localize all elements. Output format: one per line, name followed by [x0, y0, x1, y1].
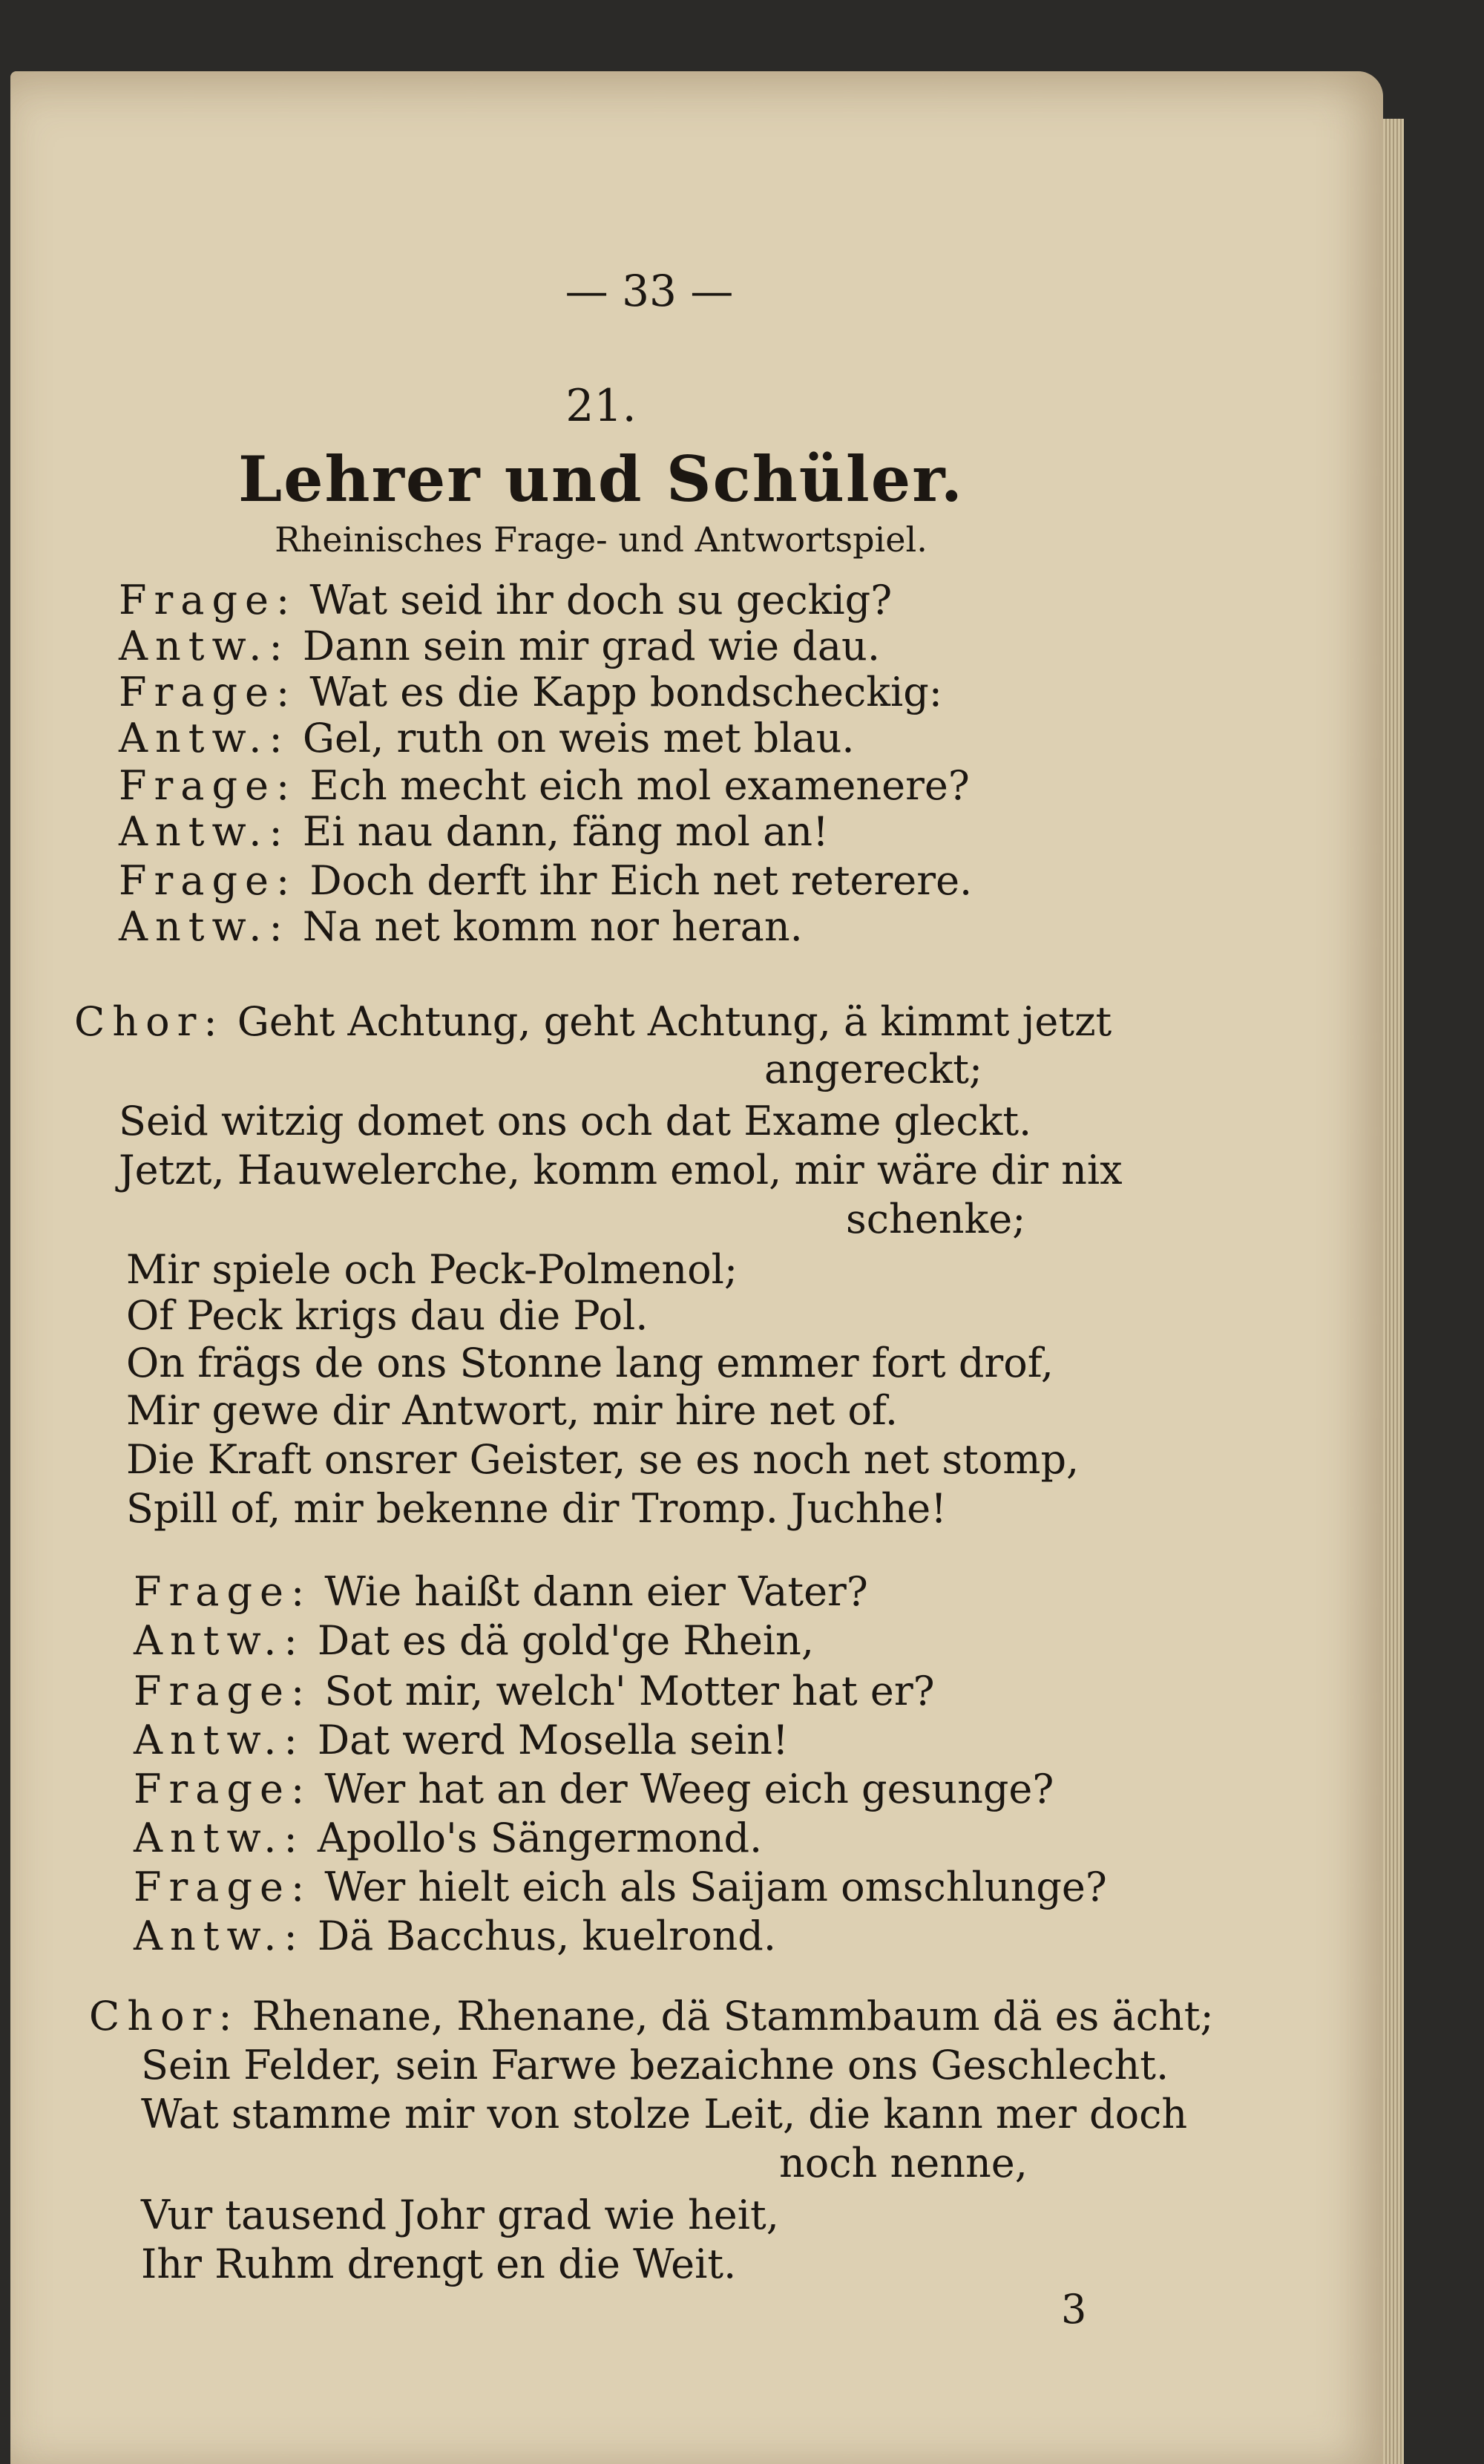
dialog-line: Frage: Doch derft ihr Eich net reterere.	[119, 857, 973, 904]
chorus-line-continuation: angereckt;	[764, 1046, 983, 1092]
dialog-line: Antw.: Dat es dä gold'ge Rhein,	[134, 1617, 815, 1664]
chorus-line: Sein Felder, sein Farwe bezaichne ons Geschlecht.	[141, 2042, 1169, 2088]
dialog-line: Frage: Sot mir, welch' Motter hat er?	[134, 1668, 935, 1714]
page-number: — 33 —	[565, 266, 734, 316]
dialog-line: Antw.: Gel, ruth on weis met blau.	[119, 715, 855, 761]
chorus-line: Wat stamme mir von stolze Leit, die kann mer doch	[141, 2091, 1188, 2137]
page-stack-edge	[1383, 119, 1404, 2464]
dialog-line: Antw.: Dann sein mir grad wie dau.	[119, 623, 881, 669]
dialog-line: Frage: Wer hat an der Weeg eich gesunge?	[134, 1766, 1054, 1812]
dialog-line: Frage: Wat seid ihr doch su geckig?	[119, 577, 893, 623]
dialog-line: Antw.: Dat werd Mosella sein!	[134, 1717, 789, 1763]
dialog-line: Antw.: Na net komm nor heran.	[119, 903, 803, 950]
chorus-line: Vur tausend Johr grad wie heit,	[141, 2192, 779, 2238]
chorus-line: Mir gewe dir Antwort, mir hire net of.	[126, 1387, 899, 1434]
signature-mark: 3	[1061, 2286, 1087, 2333]
chorus-line: Die Kraft onsrer Geister, se es noch net stomp,	[126, 1436, 1080, 1483]
dialog-line: Frage: Ech mecht eich mol examenere?	[119, 762, 970, 809]
chorus-line: Mir spiele och Peck-Polmenol;	[126, 1246, 738, 1293]
chorus-line: Jetzt, Hauwelerche, komm emol, mir wäre dir nix	[119, 1147, 1123, 1193]
chorus-line: Spill of, mir bekenne dir Tromp. Juchhe!	[126, 1485, 947, 1532]
section-number: 21.	[565, 380, 637, 432]
dialog-line: Frage: Wat es die Kapp bondscheckig:	[119, 669, 942, 715]
dialog-line: Antw.: Ei nau dann, fäng mol an!	[119, 808, 829, 855]
chorus-line: Chor: Geht Achtung, geht Achtung, ä kimmt jetzt	[74, 998, 1112, 1045]
chorus-line-continuation: noch nenne,	[779, 2140, 1028, 2186]
chorus-line: Chor: Rhenane, Rhenane, dä Stammbaum dä es ächt;	[89, 1993, 1214, 2039]
dialog-line: Antw.: Dä Bacchus, kuelrond.	[134, 1913, 777, 1959]
dialog-line: Antw.: Apollo's Sängermond.	[134, 1815, 763, 1861]
chorus-line: On frägs de ons Stonne lang emmer fort drof,	[126, 1340, 1054, 1386]
chorus-line-continuation: schenke;	[846, 1196, 1026, 1242]
chorus-line: Ihr Ruhm drengt en die Weit.	[141, 2241, 737, 2287]
dialog-line: Frage: Wer hielt eich als Saijam omschlunge?	[134, 1864, 1107, 1910]
chorus-line: Of Peck krigs dau die Pol.	[126, 1292, 649, 1339]
chorus-line: Seid witzig domet ons och dat Exame gleckt.	[119, 1098, 1032, 1144]
dialog-line: Frage: Wie haißt dann eier Vater?	[134, 1568, 868, 1615]
poem-title: Lehrer und Schüler.	[238, 442, 964, 516]
poem-subtitle: Rheinisches Frage- und Antwortspiel.	[275, 520, 928, 560]
